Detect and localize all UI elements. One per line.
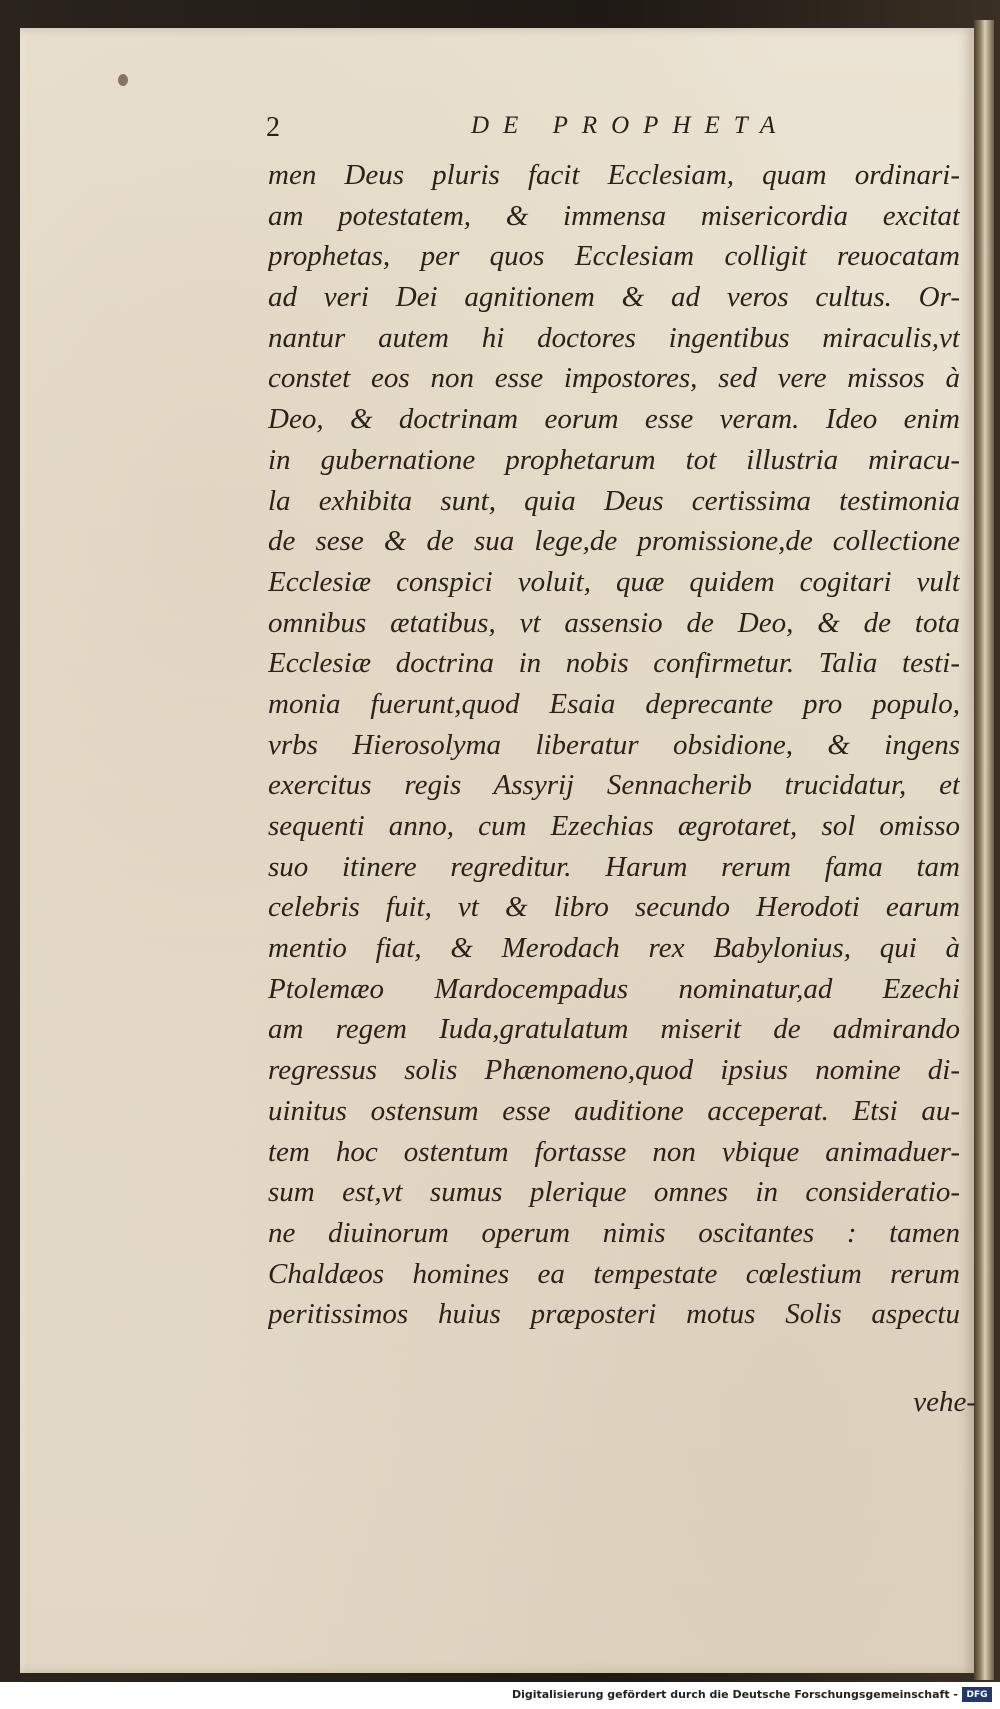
text-line: la exhibita sunt, quia Deus certissima testimonia [268, 484, 960, 517]
text-line: monia fuerunt,quod Esaia deprecante pro populo, [268, 687, 960, 720]
text-line: uinitus ostensum esse auditione acceperat. Etsi au- [268, 1094, 960, 1127]
text-line: mentio fiat, & Merodach rex Babylonius, qui à [268, 932, 960, 965]
text-line: sum est,vt sumus plerique omnes in consideratio- [268, 1176, 960, 1209]
text-line: constet eos non esse impostores, sed vere missos à [268, 362, 960, 395]
page-edge [974, 20, 994, 1680]
catchword: vehe- [913, 1386, 976, 1418]
text-line: Chaldæos homines ea tempestate cœlestium rerum [268, 1257, 960, 1290]
page-number: 2 [266, 112, 280, 143]
text-line: peritissimos huius præposteri motus Solis aspectu [268, 1298, 960, 1331]
text-line: in gubernatione prophetarum tot illustria miracu- [268, 443, 960, 476]
body-text [268, 155, 960, 1335]
text-line: Deo, & doctrinam eorum esse veram. Ideo enim [268, 403, 960, 436]
page-header [266, 112, 966, 152]
text-line: regressus solis Phænomeno,quod ipsius nomine di- [268, 1054, 960, 1087]
running-title: DE PROPHETA [471, 112, 790, 139]
text-line: Ecclesiæ doctrina in nobis confirmetur. Talia testi- [268, 647, 960, 680]
text-line: omnibus ætatibus, vt assensio de Deo, & de tota [268, 606, 960, 639]
text-line: ad veri Dei agnitionem & ad veros cultus. Or- [268, 281, 960, 314]
text-line: de sese & de sua lege,de promissione,de collectione [268, 525, 960, 558]
text-line: suo itinere regreditur. Harum rerum fama tam [268, 850, 960, 883]
text-line: men Deus pluris facit Ecclesiam, quam ordinari- [268, 159, 960, 191]
text-line: celebris fuit, vt & libro secundo Herodoti earum [268, 891, 960, 924]
text-line: sequenti anno, cum Ezechias ægrotaret, sol omisso [268, 810, 960, 842]
text-line: prophetas, per quos Ecclesiam colligit reuocatam [268, 240, 960, 273]
text-line: ne diuinorum operum nimis oscitantes : tamen [268, 1216, 960, 1249]
text-line: nantur autem hi doctores ingentibus miraculis,vt [268, 321, 960, 354]
ink-spot [118, 74, 128, 86]
text-line: Ptolemæo Mardocempadus nominatur,ad Ezechi [268, 972, 960, 1005]
dfg-logo: DFG [962, 1687, 992, 1702]
text-line: exercitus regis Assyrij Sennacherib trucidatur, et [268, 769, 960, 802]
footer-bar [0, 1682, 1000, 1709]
text-line: Ecclesiæ conspici voluit, quæ quidem cogitari vult [268, 565, 960, 598]
text-line: vrbs Hierosolyma liberatur obsidione, & ingens [268, 728, 960, 761]
funding-credit: Digitalisierung gefördert durch die Deutsche Forschungsgemeinschaft - [511, 1688, 958, 1701]
text-line: tem hoc ostentum fortasse non vbique animaduer- [268, 1135, 960, 1168]
text-line: am potestatem, & immensa misericordia excitat [268, 199, 960, 232]
text-line: am regem Iuda,gratulatum miserit de admirando [268, 1013, 960, 1046]
